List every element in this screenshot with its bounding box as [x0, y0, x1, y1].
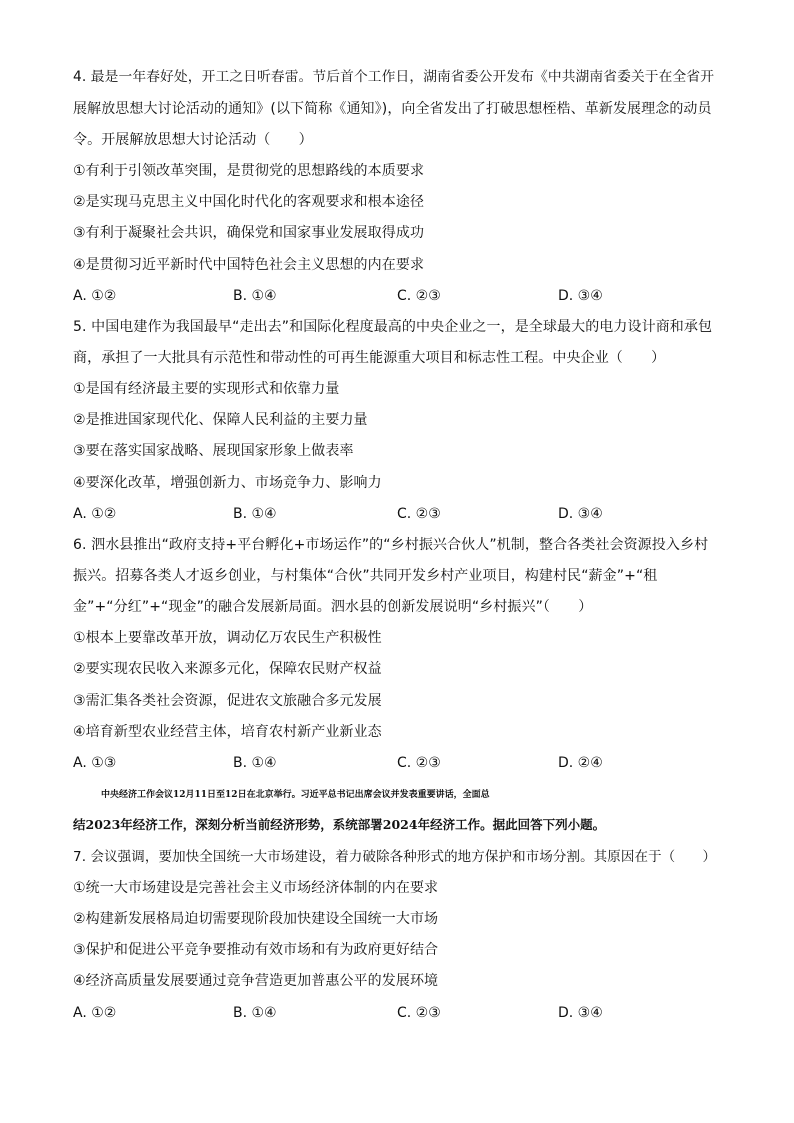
q4-option-c[interactable]: C. ②③: [397, 288, 441, 304]
q6-options: [73, 754, 723, 772]
q4-options: [73, 287, 723, 305]
q4-option-a[interactable]: A. ①②: [73, 288, 117, 304]
q6-item-2: ②要实现农民收入来源多元化，保障农民财产权益: [73, 661, 382, 677]
q7-item-1: ①统一大市场建设是完善社会主义市场经济体制的内在要求: [73, 880, 439, 896]
q7-option-b[interactable]: B. ①④: [233, 1005, 277, 1021]
q4-stem-line-2: 展解放思想大讨论活动的通知》(以下简称《通知》)，向全省发出了打破思想桎梏、革新发展理念的动员: [73, 101, 712, 117]
q4-stem-line-1: 4. 最是一年春好处，开工之日听春雷。节后首个工作日，湖南省委公开发布《中共湖南省委关于在全省开: [73, 69, 715, 85]
q4-item-3: ③有利于凝聚社会共识，确保党和国家事业发展取得成功: [73, 225, 425, 241]
material-intro-line-2: 结2023年经济工作，深刻分析当前经济形势，系统部署2024年经济工作。据此回答下列小题。: [73, 817, 606, 832]
q5-option-c[interactable]: C. ②③: [397, 506, 441, 522]
q7-option-d[interactable]: D. ③④: [558, 1005, 603, 1021]
q6-option-c[interactable]: C. ②③: [397, 755, 441, 771]
q7-item-4: ④经济高质量发展要通过竞争营造更加普惠公平的发展环境: [73, 973, 439, 989]
q5-options: [73, 505, 723, 523]
q4-item-2: ②是实现马克思主义中国化时代化的客观要求和根本途径: [73, 194, 425, 210]
q6-item-1: ①根本上要靠改革开放，调动亿万农民生产积极性: [73, 630, 382, 646]
q4-option-b[interactable]: B. ①④: [233, 288, 277, 304]
q4-option-d[interactable]: D. ③④: [558, 288, 603, 304]
q5-option-a[interactable]: A. ①②: [73, 506, 117, 522]
q6-item-3: ③需汇集各类社会资源，促进农文旅融合多元发展: [73, 693, 382, 709]
q5-item-3: ③要在落实国家战略、展现国家形象上做表率: [73, 443, 354, 459]
q4-stem-line-3: 令。开展解放思想大讨论活动（ ）: [73, 132, 313, 148]
q5-stem-line-2: 商，承担了一大批具有示范性和带动性的可再生能源重大项目和标志性工程。中央企业（ ）: [73, 350, 666, 366]
q7-item-2: ②构建新发展格局迫切需要现阶段加快建设全国统一大市场: [73, 911, 439, 927]
q7-item-3: ③保护和促进公平竞争要推动有效市场和有为政府更好结合: [73, 942, 439, 958]
q5-item-2: ②是推进国家现代化、保障人民利益的主要力量: [73, 412, 368, 428]
q6-stem-line-2: 振兴。招募各类人才返乡创业，与村集体“合伙”共同开发乡村产业项目，构建村民“薪金”+“租: [73, 568, 658, 584]
q5-item-1: ①是国有经济最主要的实现形式和依靠力量: [73, 381, 340, 397]
material-intro-line-1: 中央经济工作会议12月11日至12日在北京举行。习近平总书记出席会议并发表重要讲话，全面总: [101, 790, 490, 800]
q6-option-a[interactable]: A. ①③: [73, 755, 117, 771]
q5-option-b[interactable]: B. ①④: [233, 506, 277, 522]
q6-option-b[interactable]: B. ①④: [233, 755, 277, 771]
q7-options: [73, 1004, 723, 1022]
q7-option-c[interactable]: C. ②③: [397, 1005, 441, 1021]
q7-option-a[interactable]: A. ①②: [73, 1005, 117, 1021]
q5-item-4: ④要深化改革，增强创新力、市场竞争力、影响力: [73, 475, 382, 491]
q6-stem-line-1: 6. 泗水县推出“政府支持+平台孵化+市场运作”的“乡村振兴合伙人”机制，整合各类社会资源投入乡村: [73, 537, 709, 553]
q5-option-d[interactable]: D. ③④: [558, 506, 603, 522]
q6-option-d[interactable]: D. ②④: [558, 755, 603, 771]
q6-item-4: ④培育新型农业经营主体，培育农村新产业新业态: [73, 724, 382, 740]
q4-item-4: ④是贯彻习近平新时代中国特色社会主义思想的内在要求: [73, 257, 425, 273]
q4-item-1: ①有利于引领改革突围，是贯彻党的思想路线的本质要求: [73, 163, 425, 179]
q7-stem-line-1: 7. 会议强调，要加快全国统一大市场建设，着力破除各种形式的地方保护和市场分割。其原因在于（ ）: [73, 849, 717, 865]
q5-stem-line-1: 5. 中国电建作为我国最早“走出去”和国际化程度最高的中央企业之一，是全球最大的电力设计商和承包: [73, 319, 713, 335]
q6-stem-line-3: 金”+“分红”+“现金”的融合发展新局面。泗水县的创新发展说明“乡村振兴”（ ）: [73, 599, 593, 615]
